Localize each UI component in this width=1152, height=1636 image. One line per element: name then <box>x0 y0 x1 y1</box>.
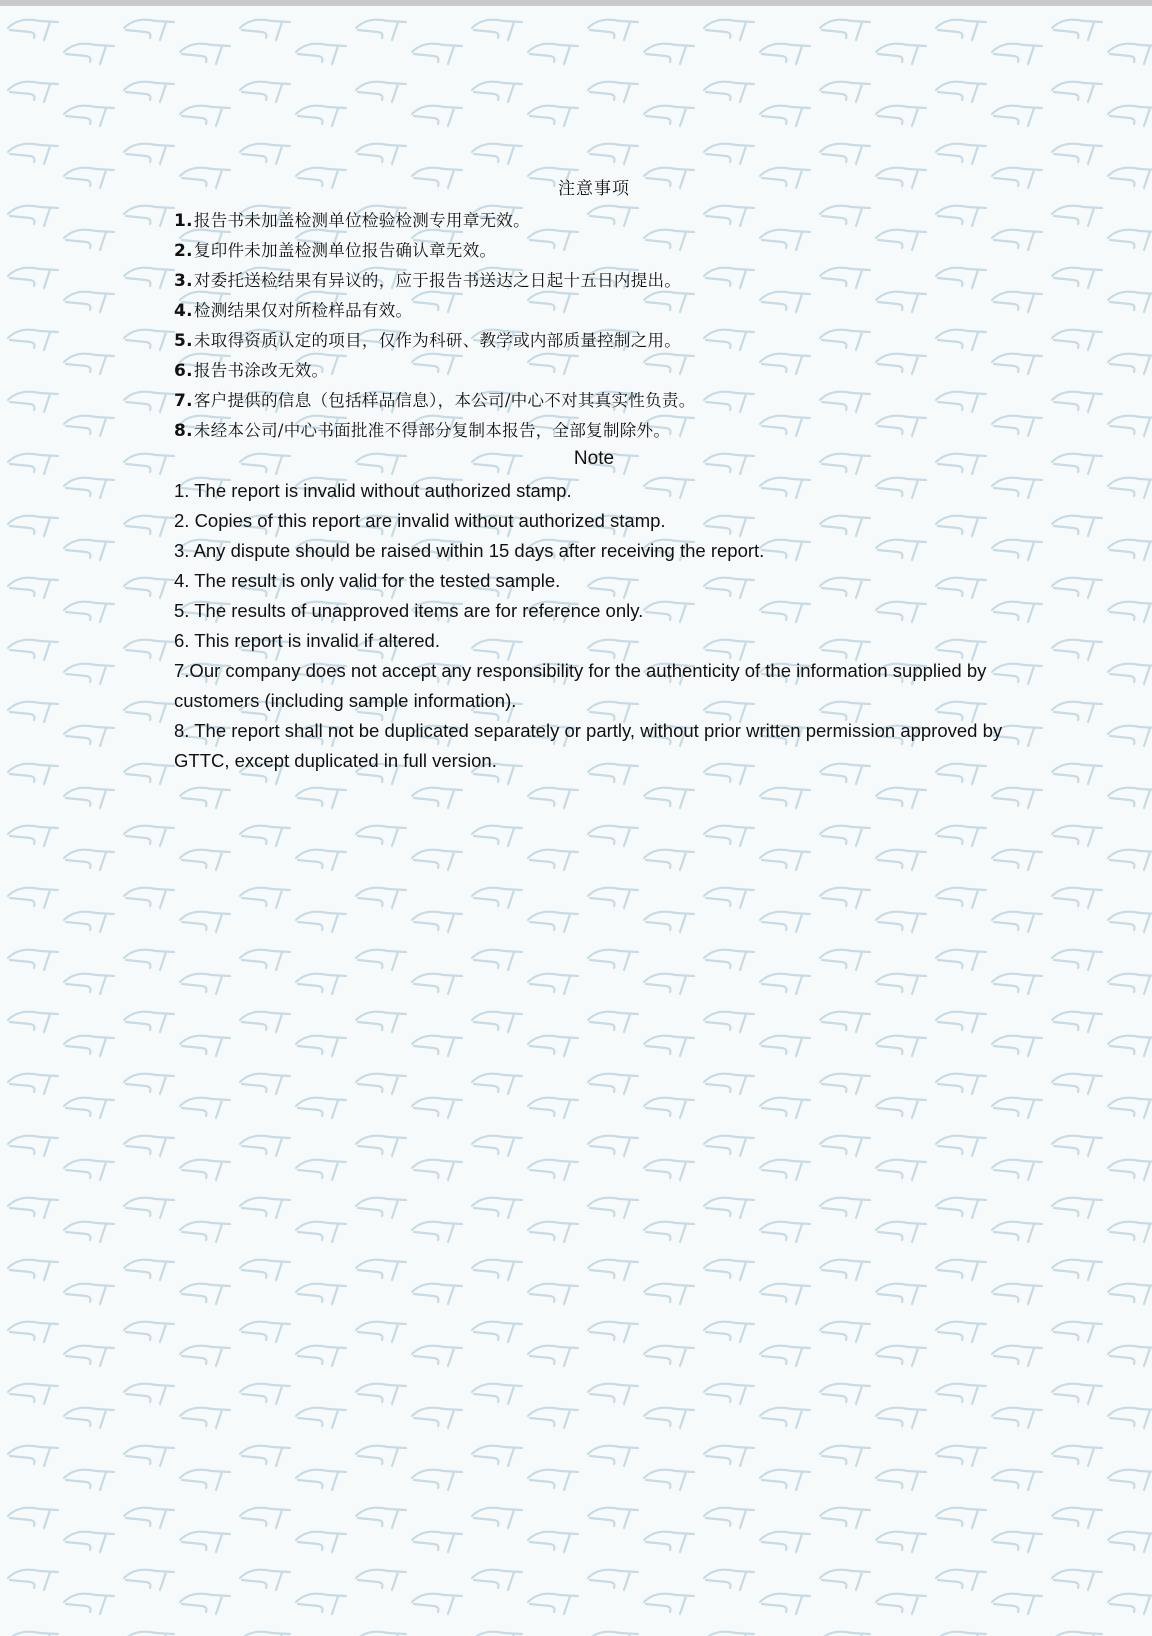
cn-notice-item-5 <box>174 326 1014 356</box>
cn-notice-text: 未经本公司/中心书面批准不得部分复制本报告，全部复制除外。 <box>193 421 671 440</box>
en-notice-item-2: 2. Copies of this report are invalid without authorized stamp. <box>174 510 666 531</box>
cn-notice-number: 2. <box>174 241 193 261</box>
cn-notice-item-4 <box>174 296 1014 326</box>
cn-notice-number: 8. <box>174 421 193 441</box>
en-notice-item-3: 3. Any dispute should be raised within 15 days after receiving the report. <box>174 540 765 561</box>
cn-notice-number: 3. <box>174 271 193 291</box>
cn-notice-text: 客户提供的信息（包括样品信息），本公司/中心不对其真实性负责。 <box>193 391 696 410</box>
en-notice-item-8: 8. The report shall not be duplicated separately or partly, without prior written permission approved by GTTC, except duplicated in full version. <box>174 720 1003 771</box>
cn-notice-text: 对委托送检结果有异议的，应于报告书送达之日起十五日内提出。 <box>193 271 682 290</box>
cn-notice-number: 7. <box>174 391 193 411</box>
cn-notice-number: 5. <box>174 331 193 351</box>
cn-notice-item-7 <box>174 386 1014 416</box>
en-notice-item-1: 1. The report is invalid without authorized stamp. <box>174 480 572 501</box>
cn-notice-number: 4. <box>174 301 193 321</box>
cn-notice-text: 报告书涂改无效。 <box>193 361 329 380</box>
en-notice-item-4: 4. The result is only valid for the tested sample. <box>174 570 561 591</box>
cn-notice-text: 报告书未加盖检测单位检验检测专用章无效。 <box>193 211 530 230</box>
en-notice-item-6: 6. This report is invalid if altered. <box>174 630 440 651</box>
cn-notice-heading: 注意事项 <box>558 179 630 199</box>
cn-notice-item-1 <box>174 206 1014 236</box>
en-notice-list <box>174 476 1014 776</box>
cn-notice-item-8 <box>174 416 1014 446</box>
en-notice-heading: Note <box>573 448 615 469</box>
cn-notice-number: 1. <box>174 211 193 231</box>
cn-notice-text: 未取得资质认定的项目，仅作为科研、教学或内部质量控制之用。 <box>193 331 682 350</box>
cn-notice-number: 6. <box>174 361 193 381</box>
cn-notice-item-2 <box>174 236 1014 266</box>
cn-notice-item-3 <box>174 266 1014 296</box>
cn-notice-text: 检测结果仅对所检样品有效。 <box>193 301 413 320</box>
cn-notice-item-6 <box>174 356 1014 386</box>
notice-content <box>174 178 1014 776</box>
cn-notice-list <box>174 206 1014 446</box>
cn-notice-text: 复印件未加盖检测单位报告确认章无效。 <box>193 241 497 260</box>
en-notice-item-5: 5. The results of unapproved items are for reference only. <box>174 600 644 621</box>
en-notice-item-7: 7.Our company does not accept any responsibility for the authenticity of the information supplied by customers (including sample information). <box>174 660 987 711</box>
